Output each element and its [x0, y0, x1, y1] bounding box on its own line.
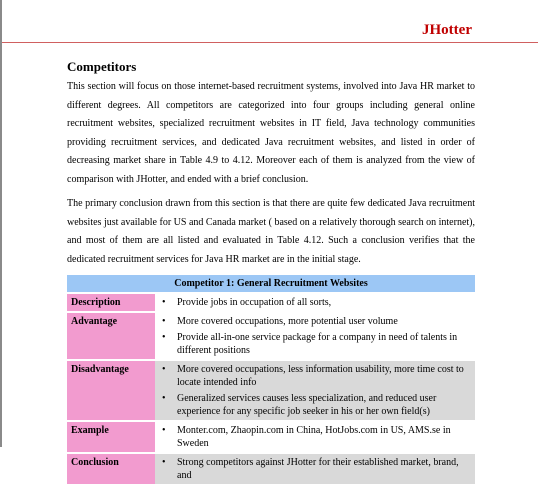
row-label: Description	[67, 293, 155, 312]
row-values	[155, 453, 475, 485]
row-label: Disadvantage	[67, 360, 155, 421]
row-label: Example	[67, 421, 155, 453]
competitor-table	[67, 275, 475, 486]
bullet-icon: •	[162, 364, 166, 375]
list-item: • Monter.com, Zhaopin.com in China, HotJobs.com in US, AMS.se in Sweden	[162, 425, 451, 449]
table-row-disadvantage	[67, 360, 475, 421]
header-divider	[2, 42, 538, 43]
paragraph-1: This section will focus on those internet-based recruitment systems, involved into Java HR market to different degrees. All competitors are categorized into four groups including general online recruitment websites, specialized recruitment websites in IT field, Java technology communities providing recruitment services, and dedicated Java recruitment websites, and listed in order of decreasing market share in Table 4.9 to 4.12. Moreover each of them is analyzed from the view of comparison with JHotter, and ended with a brief conclusion.	[67, 81, 475, 185]
row-label: Conclusion	[67, 453, 155, 485]
row-label: Advantage	[67, 312, 155, 360]
bullet-icon: •	[162, 425, 166, 436]
table-row-description	[67, 293, 475, 312]
page-left-border	[0, 0, 2, 447]
bullet-icon: •	[162, 297, 166, 308]
paragraph-2: The primary conclusion drawn from this section is that there are quite few dedicated Java recruitment websites just available for US and Canada market ( based on a relatively thorough search on internet), and most of them are all listed and evaluated in Table 4.12. Such a conclusion verifies that the dedicated recruitment services for Java HR market are in the initial stage.	[67, 198, 475, 265]
bullet-icon: •	[162, 457, 166, 468]
table-row-example	[67, 421, 475, 453]
bullet-icon: •	[162, 332, 166, 343]
bullet-icon: •	[162, 393, 166, 404]
list-item: • Strong competitors against JHotter for their established market, brand, and	[162, 457, 459, 481]
row-values	[155, 293, 475, 312]
list-item: • More covered occupations, more potential user volume	[162, 316, 398, 327]
table-row-advantage	[67, 312, 475, 360]
bullet-icon: •	[162, 316, 166, 327]
section-title: Competitors	[67, 59, 137, 74]
page-header	[2, 0, 538, 44]
list-item: • Generalized services causes less specialization, and reduced user experience for any specific job seeker in his or her own field(s)	[162, 393, 437, 417]
list-item: • More covered occupations, less information usability, more time cost to locate intended info	[162, 364, 464, 388]
brand-title: JHotter	[422, 22, 472, 38]
row-values	[155, 360, 475, 421]
row-values	[155, 312, 475, 360]
table-title: Competitor 1: General Recruitment Websites	[67, 275, 475, 293]
list-item: • Provide jobs in occupation of all sorts,	[162, 297, 332, 308]
document-body	[67, 59, 475, 486]
table-row-conclusion	[67, 453, 475, 485]
row-values	[155, 421, 475, 453]
table-header-row	[67, 275, 475, 293]
list-item: • Provide all-in-one service package for a company in need of talents in different positions	[162, 332, 458, 356]
